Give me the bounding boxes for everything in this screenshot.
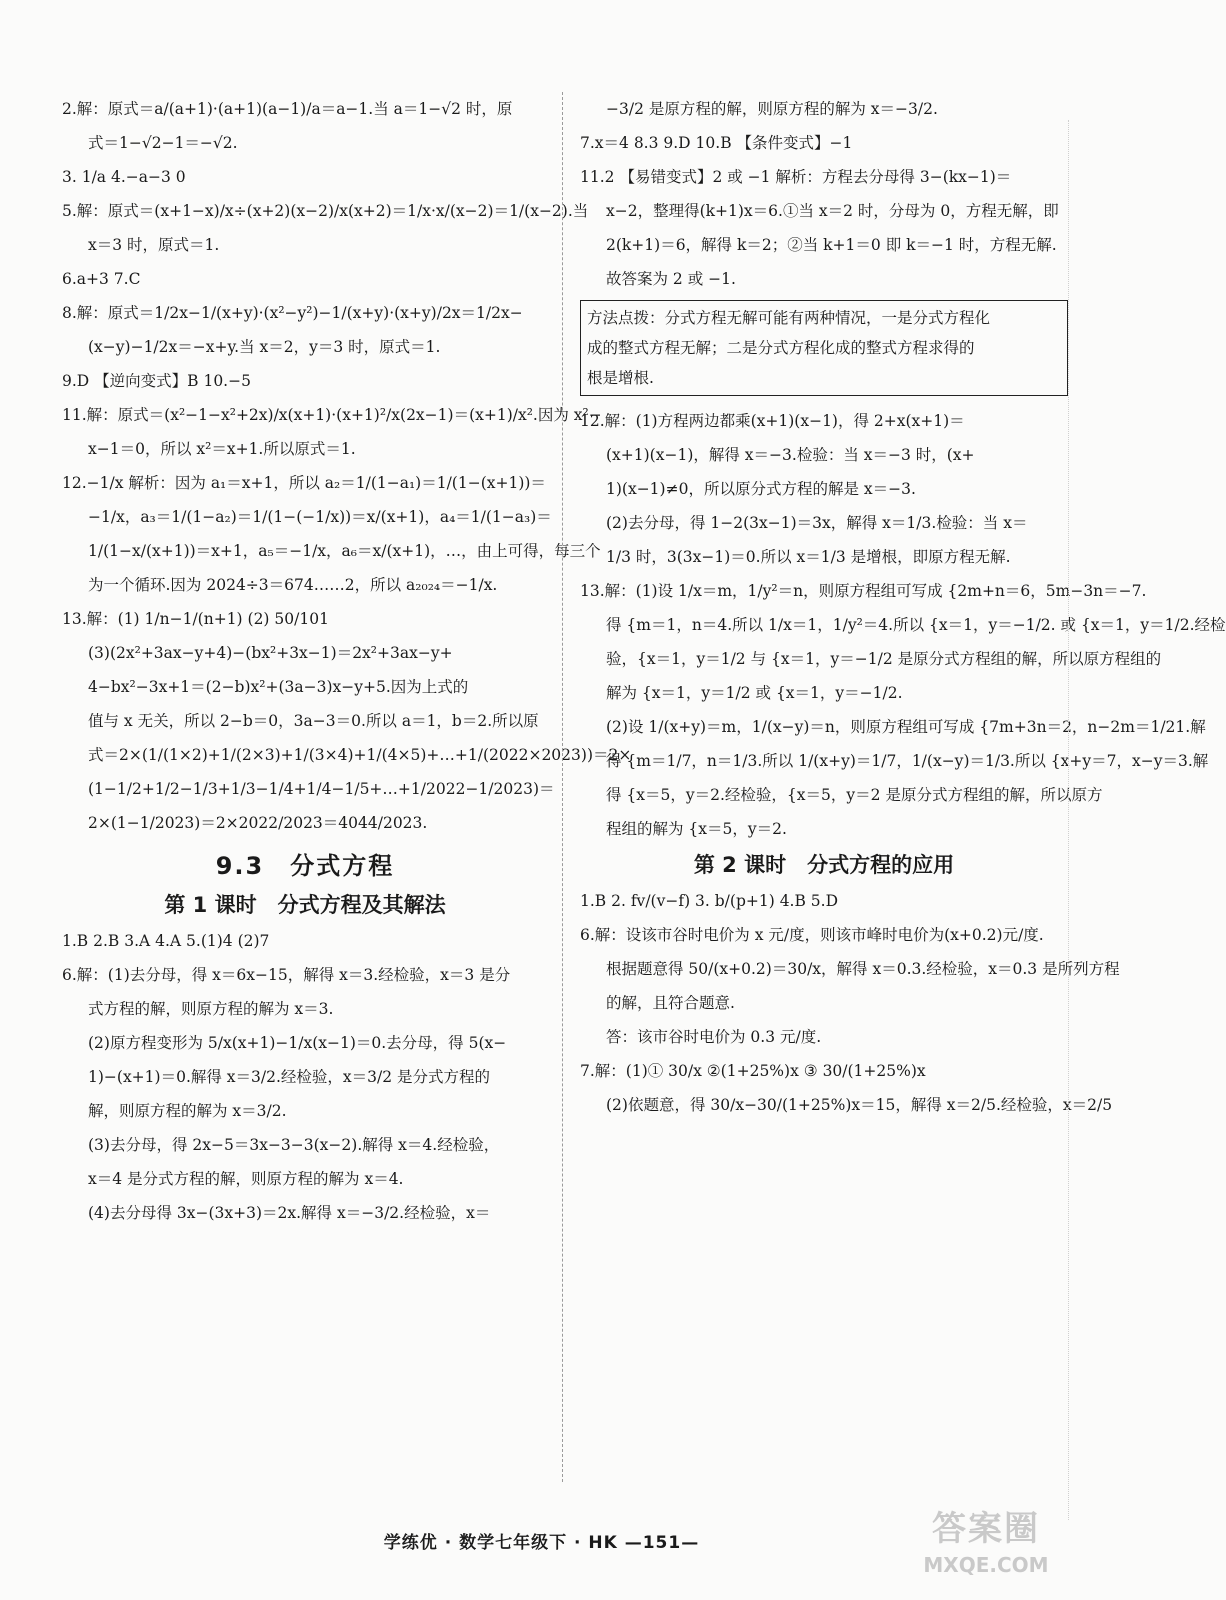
answer-line: 11.解：原式＝(x²−1−x²+2x)/x(x+1)·(x+1)²/x(2x−1)＝(x+1)/x².因为 x²− bbox=[62, 406, 602, 424]
answer-line: 解，则原方程的解为 x＝3/2. bbox=[88, 1102, 287, 1120]
answer-line: 得 {m＝1，n＝4.所以 1/x＝1，1/y²＝4.所以 {x＝1，y＝−1/2. 或 {x＝1，y＝1/2.经检 bbox=[606, 616, 1226, 634]
column-divider bbox=[562, 92, 563, 1482]
tip-line: 根是增根. bbox=[587, 369, 654, 387]
answer-line: 2.解：原式＝a/(a+1)·(a+1)(a−1)/a＝a−1.当 a＝1−√2 时，原 bbox=[62, 100, 513, 118]
answer-line: 3. 1/a 4.−a−3 0 bbox=[62, 168, 186, 186]
method-tip-box bbox=[580, 300, 1068, 396]
page-edge bbox=[1068, 120, 1083, 1520]
watermark-logo bbox=[901, 1506, 1071, 1592]
tip-line: 成的整式方程无解；二是分式方程化成的整式方程求得的 bbox=[587, 339, 975, 357]
answer-line: (3)去分母，得 2x−5＝3x−3−3(x−2).解得 x＝4.经检验， bbox=[88, 1136, 500, 1154]
answer-line: 13.解：(1)设 1/x＝m，1/y²＝n，则原方程组可写成 {2m+n＝6，5m−3n＝−7. bbox=[580, 582, 1147, 600]
answer-line: 7.解：(1)① 30/x ②(1+25%)x ③ 30/(1+25%)x bbox=[580, 1062, 926, 1080]
answer-line: (1−1/2+1/2−1/3+1/3−1/4+1/4−1/5+…+1/2022−1/2023)＝ bbox=[88, 780, 555, 798]
answer-line: (2)去分母，得 1−2(3x−1)＝3x，解得 x＝1/3.检验：当 x＝ bbox=[606, 514, 1028, 532]
answer-line: 故答案为 2 或 −1. bbox=[606, 270, 736, 288]
answer-line: 2×(1−1/2023)＝2×2022/2023＝4044/2023. bbox=[88, 814, 428, 832]
answer-line: x−2，整理得(k+1)x＝6.①当 x＝2 时，分母为 0，方程无解，即 bbox=[606, 202, 1059, 220]
watermark-text: 答案圈 bbox=[932, 1509, 1040, 1549]
answer-line: 6.解：设该市谷时电价为 x 元/度，则该市峰时电价为(x+0.2)元/度. bbox=[580, 926, 1044, 944]
answer-line: 程组的解为 {x＝5，y＝2. bbox=[606, 820, 787, 838]
answer-line: (2)原方程变形为 5/x(x+1)−1/x(x−1)＝0.去分母，得 5(x− bbox=[88, 1034, 507, 1052]
answer-line: −3/2 是原方程的解，则原方程的解为 x＝−3/2. bbox=[606, 100, 938, 118]
answer-line: (2)依题意，得 30/x−30/(1+25%)x＝15，解得 x＝2/5.经检验，x＝2/5 bbox=[606, 1096, 1113, 1114]
answer-line: 11.2 【易错变式】2 或 −1 解析：方程去分母得 3−(kx−1)＝ bbox=[580, 168, 1012, 186]
answer-line: x＝4 是分式方程的解，则原方程的解为 x＝4. bbox=[88, 1170, 404, 1188]
answer-line: 8.解：原式＝1/2x−1/(x+y)·(x²−y²)−1/(x+y)·(x+y)/2x＝1/2x− bbox=[62, 304, 523, 322]
answer-line: 得 {x＝5，y＝2.经检验，{x＝5，y＝2 是原分式方程组的解，所以原方 bbox=[606, 786, 1103, 804]
answer-line: 式方程的解，则原方程的解为 x＝3. bbox=[88, 1000, 334, 1018]
lesson-title: 第 1 课时 分式方程及其解法 bbox=[164, 893, 446, 917]
answer-line: 解为 {x＝1，y＝1/2 或 {x＝1，y＝−1/2. bbox=[606, 684, 903, 702]
answer-line: (3)(2x²+3ax−y+4)−(bx²+3x−1)＝2x²+3ax−y+ bbox=[88, 644, 453, 662]
answer-line: 1)(x−1)≠0，所以原分式方程的解是 x＝−3. bbox=[606, 480, 916, 498]
watermark-url: MXQE.COM bbox=[923, 1553, 1049, 1577]
answer-line: 值与 x 无关，所以 2−b＝0，3a−3＝0.所以 a＝1，b＝2.所以原 bbox=[88, 712, 539, 730]
answer-line: 得 {m＝1/7，n＝1/3.所以 1/(x+y)＝1/7，1/(x−y)＝1/3.所以 {x+y＝7，x−y＝3.解 bbox=[606, 752, 1209, 770]
tip-line: 方法点拨：分式方程无解可能有两种情况，一是分式方程化 bbox=[587, 309, 991, 327]
answer-line: x−1＝0，所以 x²＝x+1.所以原式＝1. bbox=[88, 440, 356, 458]
answer-line: (2)设 1/(x+y)＝m，1/(x−y)＝n，则原方程组可写成 {7m+3n＝2，n−2m＝1/21.解 bbox=[606, 718, 1206, 736]
answer-line: 12.解：(1)方程两边都乘(x+1)(x−1)，得 2+x(x+1)＝ bbox=[580, 412, 965, 430]
answer-line: −1/x，a₃＝1/(1−a₂)＝1/(1−(−1/x))＝x/(x+1)，a₄＝1/(1−a₃)＝ bbox=[88, 508, 552, 526]
page-footer: 学练优 · 数学七年级下 · HK —151— bbox=[383, 1533, 700, 1553]
section-title: 9.3 分式方程 bbox=[215, 852, 395, 880]
answer-line: (x−y)−1/2x＝−x+y.当 x＝2，y＝3 时，原式＝1. bbox=[88, 338, 441, 356]
answer-line: 5.解：原式＝(x+1−x)/x÷(x+2)(x−2)/x(x+2)＝1/x·x/(x−2)＝1/(x−2).当 bbox=[62, 202, 589, 220]
answer-line: 答：该市谷时电价为 0.3 元/度. bbox=[606, 1028, 822, 1046]
answer-line: 1.B 2.B 3.A 4.A 5.(1)4 (2)7 bbox=[62, 932, 270, 950]
answer-line: 为一个循环.因为 2024÷3＝674……2，所以 a₂₀₂₄＝−1/x. bbox=[88, 576, 498, 594]
answer-line: 验，{x＝1，y＝1/2 与 {x＝1，y＝−1/2 是原分式方程组的解，所以原方程组的 bbox=[606, 650, 1162, 668]
answer-line: 6.解：(1)去分母，得 x＝6x−15，解得 x＝3.经检验，x＝3 是分 bbox=[62, 966, 511, 984]
answer-line: 2(k+1)＝6，解得 k＝2；②当 k+1＝0 即 k＝−1 时，方程无解. bbox=[606, 236, 1057, 254]
answer-line: 4−bx²−3x+1＝(2−b)x²+(3a−3)x−y+5.因为上式的 bbox=[88, 678, 469, 696]
answer-line: 1.B 2. fv/(v−f) 3. b/(p+1) 4.B 5.D bbox=[580, 892, 839, 910]
answer-line: 的解，且符合题意. bbox=[606, 994, 735, 1012]
answer-line: 1/3 时，3(3x−1)＝0.所以 x＝1/3 是增根，即原方程无解. bbox=[606, 548, 1011, 566]
right-column bbox=[580, 92, 1226, 1122]
answer-line: 13.解：(1) 1/n−1/(n+1) (2) 50/101 bbox=[62, 610, 329, 628]
answer-line: 1/(1−x/(x+1))＝x+1，a₅＝−1/x，a₆＝x/(x+1)，…，由上可得，每三个 bbox=[88, 542, 601, 560]
answer-line: 6.a+3 7.C bbox=[62, 270, 141, 288]
answer-line: x＝3 时，原式＝1. bbox=[88, 236, 220, 254]
answer-line: 7.x＝4 8.3 9.D 10.B 【条件变式】−1 bbox=[580, 134, 853, 152]
answer-line: 根据题意得 50/(x+0.2)＝30/x，解得 x＝0.3.经检验，x＝0.3 是所列方程 bbox=[606, 960, 1120, 978]
answer-line: 式＝1−√2−1＝−√2. bbox=[88, 134, 238, 152]
answer-line: 12.−1/x 解析：因为 a₁＝x+1，所以 a₂＝1/(1−a₁)＝1/(1−(x+1))＝ bbox=[62, 474, 546, 492]
answer-line: (4)去分母得 3x−(3x+3)＝2x.解得 x＝−3/2.经检验，x＝ bbox=[88, 1204, 491, 1222]
answer-line: 式＝2×(1/(1×2)+1/(2×3)+1/(3×4)+1/(4×5)+…+1/(2022×2023))＝2× bbox=[88, 746, 632, 764]
answer-line: 9.D 【逆向变式】B 10.−5 bbox=[62, 372, 251, 390]
answer-line: (x+1)(x−1)，解得 x＝−3.检验：当 x＝−3 时，(x+ bbox=[606, 446, 975, 464]
answer-line: 1)−(x+1)＝0.解得 x＝3/2.经检验，x＝3/2 是分式方程的 bbox=[88, 1068, 491, 1086]
lesson-title: 第 2 课时 分式方程的应用 bbox=[693, 853, 955, 877]
